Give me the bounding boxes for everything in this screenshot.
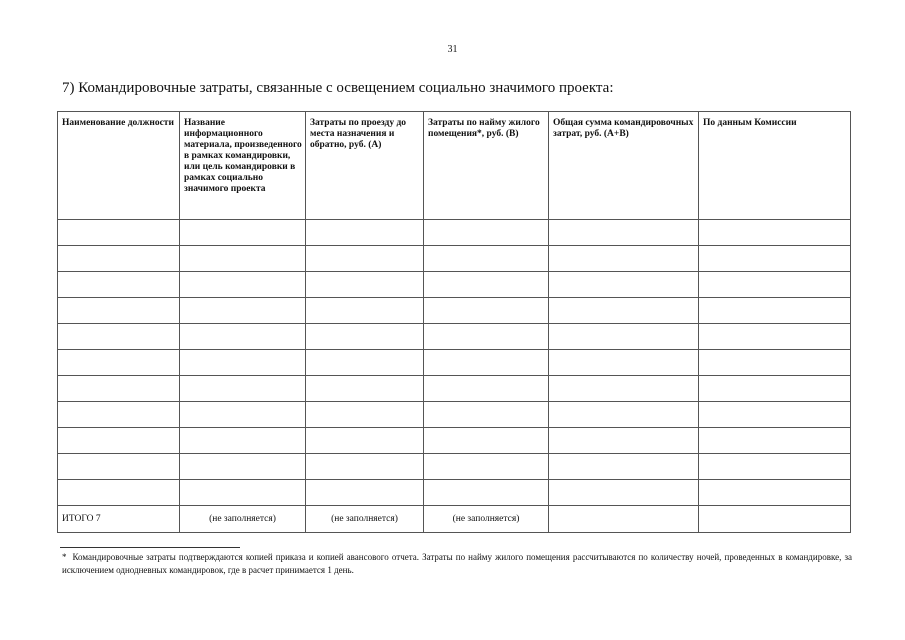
table-row [58,402,851,428]
table-row [58,350,851,376]
total-row-label: ИТОГО 7 [58,506,180,533]
footnote [62,551,852,577]
table-cell[interactable] [180,376,306,402]
table-cell[interactable] [58,402,180,428]
header-housing-costs: Затраты по найму жилого помещения*, руб. (В) [424,112,549,220]
table-cell[interactable] [549,376,699,402]
total-row-cell[interactable] [549,506,699,533]
table-cell[interactable] [424,350,549,376]
table-row [58,220,851,246]
section-title: 7) Командировочные затраты, связанные с освещением социально значимого проекта: [62,80,614,96]
table-cell[interactable] [699,298,851,324]
table-cell[interactable] [180,480,306,506]
table-cell[interactable] [699,402,851,428]
total-row [58,506,851,533]
total-row-cell: (не заполняется) [306,506,424,533]
table-cell[interactable] [58,376,180,402]
table-cell[interactable] [549,402,699,428]
table-cell[interactable] [306,454,424,480]
table-cell[interactable] [306,324,424,350]
table-cell[interactable] [699,246,851,272]
total-row-cell: (не заполняется) [180,506,306,533]
table-cell[interactable] [58,272,180,298]
table-cell[interactable] [180,246,306,272]
table-cell[interactable] [58,480,180,506]
footnote-mark: * [62,552,67,562]
table-cell[interactable] [424,376,549,402]
table-cell[interactable] [699,454,851,480]
footnote-text: Командировочные затраты подтверждаются копией приказа и копией авансового отчета. Затраты по найму жилого помещения рассчитываются по количеству ночей, проведенных в командировке, за исключением однодневных командировок, где в расчет принимается 1 день. [62,552,852,575]
table-cell[interactable] [549,480,699,506]
table-cell[interactable] [58,350,180,376]
table-cell[interactable] [549,272,699,298]
table-cell[interactable] [180,324,306,350]
table-cell[interactable] [424,480,549,506]
table-row [58,480,851,506]
table-header-row [58,112,851,220]
table-cell[interactable] [58,428,180,454]
table-cell[interactable] [180,402,306,428]
table-cell[interactable] [699,480,851,506]
table-cell[interactable] [699,220,851,246]
table-cell[interactable] [306,246,424,272]
table-cell[interactable] [699,272,851,298]
table-cell[interactable] [549,428,699,454]
table-cell[interactable] [424,324,549,350]
table-cell[interactable] [58,454,180,480]
table-cell[interactable] [306,428,424,454]
table-cell[interactable] [306,220,424,246]
table-cell[interactable] [699,324,851,350]
table-cell[interactable] [306,480,424,506]
footnote-divider [60,547,240,548]
table-cell[interactable] [306,272,424,298]
table-cell[interactable] [699,428,851,454]
header-position-name: Наименование должности [58,112,180,220]
page-number: 31 [447,44,458,55]
table-cell[interactable] [424,402,549,428]
table-cell[interactable] [424,428,549,454]
table-cell[interactable] [58,324,180,350]
table-cell[interactable] [549,298,699,324]
table-cell[interactable] [180,454,306,480]
travel-costs-table [57,111,851,533]
header-material-name: Название информационного материала, произведенного в рамках командировки, или цель командировки в рамках социально значимого проекта [180,112,306,220]
table-cell[interactable] [424,246,549,272]
table-cell[interactable] [58,298,180,324]
table-cell[interactable] [549,454,699,480]
table-row [58,454,851,480]
table-cell[interactable] [306,402,424,428]
table-cell[interactable] [306,376,424,402]
table-cell[interactable] [549,220,699,246]
table-row [58,376,851,402]
table-cell[interactable] [306,350,424,376]
total-row-cell[interactable] [699,506,851,533]
table-cell[interactable] [58,246,180,272]
table-cell[interactable] [424,454,549,480]
table-cell[interactable] [180,350,306,376]
table-cell[interactable] [424,272,549,298]
table-cell[interactable] [549,324,699,350]
table-row [58,428,851,454]
table-cell[interactable] [699,376,851,402]
table-cell[interactable] [549,350,699,376]
table-row [58,324,851,350]
table-row [58,298,851,324]
header-travel-costs: Затраты по проезду до места назначения и обратно, руб. (А) [306,112,424,220]
table-cell[interactable] [306,298,424,324]
header-commission-data: По данным Комиссии [699,112,851,220]
total-row-cell: (не заполняется) [424,506,549,533]
table-row [58,246,851,272]
table-cell[interactable] [549,246,699,272]
table-row [58,272,851,298]
table-cell[interactable] [180,298,306,324]
table-cell[interactable] [58,220,180,246]
table-cell[interactable] [180,272,306,298]
header-total-costs: Общая сумма командировочных затрат, руб. (А+В) [549,112,699,220]
table-cell[interactable] [180,220,306,246]
table-cell[interactable] [424,220,549,246]
table-body [58,220,851,533]
table-cell[interactable] [699,350,851,376]
table-cell[interactable] [424,298,549,324]
table-cell[interactable] [180,428,306,454]
